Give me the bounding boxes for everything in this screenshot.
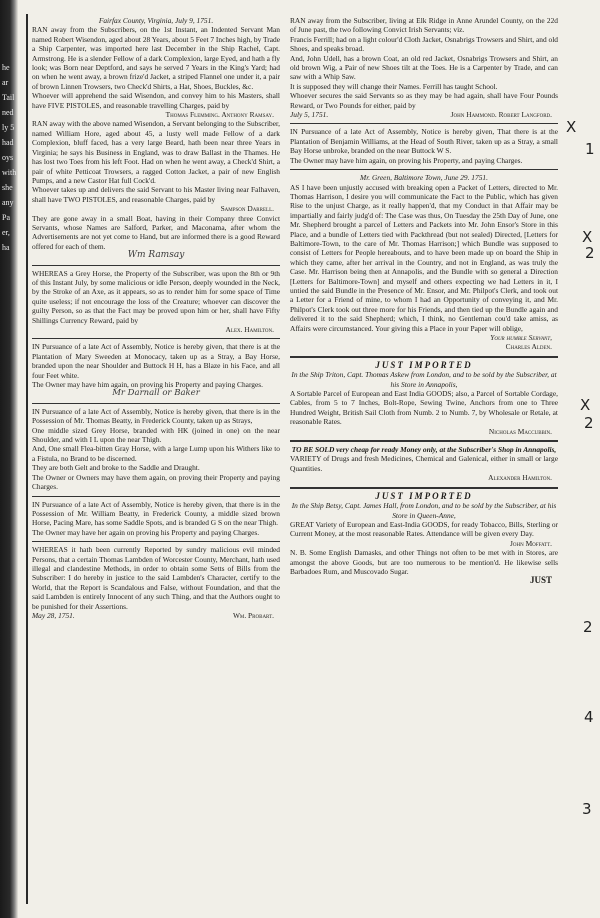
hamilton-drugs-advert <box>290 445 558 483</box>
advert-footer <box>32 611 280 620</box>
advert-body: One middle sized Grey Horse, branded with HK (joined in one) on the near Shoulder, and with I L upon the near Thigh. <box>32 425 280 445</box>
advert-body: RAN away from the Subscribers, on the 1st Instant, an Indented Servant Man named Robert Wisendon, aged about 28 Years, about 5 Feet 7 Inches high, by Trade a Ship Carpenter, was imported here last December in the Ship Rachel, Capt. Armstrong. He is a slender Fellow of a dark Complexion, large Eyed, and hath a fly look; was Born near Deptford, and says he served 7 Years in the King's Yard; had on when he went away, a brown frize'd Jacket, a striped Flannel one under it, a pair of brown Linnen Trowsers, two Check'd Shirts, a Hat, Shoes, Buckles, &c. <box>32 25 280 91</box>
advert-body: WHEREAS it hath been currently Reported by sundry malicious evil minded Persons, that a certain Thomas Lambden of Worcester County, Merchant, hath used illegal and clandestine Methods, in order to obtain some Setts of Bills from the Subscriber: I do hereby in justice to the said Lambden's Character, certify to the World, that the Report is Scandalous and False, without Foundation, and that the said Lambden is entirely Innocent of any such Thing, and that the Authors ought to be punished for their Assertions. <box>32 545 280 611</box>
margin-fragment: Tail <box>2 93 15 102</box>
advert-body: The Owner may have him again, on proving his Property and paying Charges. <box>32 380 263 390</box>
handwritten-mark: 2 <box>583 618 593 636</box>
advert-body: The Owner may have him again, on proving his Property, and paying Charges. <box>290 155 523 165</box>
divider <box>290 123 558 124</box>
advert-body: Francis Ferrill; had on a light colour'd Cloth Jacket, Osnabrigs Trowsers and Shirt, and old Shoes, and speaks broad. <box>290 34 558 54</box>
handwritten-mark: 2 <box>584 414 594 432</box>
advert-heading: JUST IMPORTED <box>375 490 473 501</box>
advert-body: The Owner or Owners may have them again, on proving their Property and paying Charges. <box>32 472 280 492</box>
runaway-advert-wisendon <box>32 16 280 261</box>
advert-note: They are gone away in a small Boat, having in their Company three Convict Servants, whose Names are Salford, Parker, and Maconama, after whom the Advertisements are not yet come to Hand, but are informed there is a good Reward offered for each of them. <box>32 213 280 251</box>
advert-reward: Whoever will apprehend the said Wisendon, and convey him to his Masters, shall have FIVE PISTOLES, and reasonable travelling Charges, paid by <box>32 91 280 110</box>
advert-note: N. B. Some English Damasks, and other Things not often to be met with in Stores, are amongst the above Goods, but are too numerous to be mention'd. He likewise sells Barbadoes Rum, and Muscovado Sugar. <box>290 548 558 576</box>
margin-fragment: ned <box>2 108 14 117</box>
divider <box>32 338 280 339</box>
handwritten-mark: 3 <box>582 800 592 818</box>
advert-reward: Whoever takes up and delivers the said Servant to his Master living near Falhaven, shall have TWO PISTOLES, and reasonable Charges, paid by <box>32 185 280 204</box>
advert-body: IN Pursuance of a late Act of Assembly, Notice is hereby given, that there is in the Possession of Mr. William Beatty, in Frederick County, a middle sized brown Horse, Pacing Mare, has some Saddle Spots, and is branded G S on the near Thigh. <box>32 499 280 528</box>
advert-heading: JUST IMPORTED <box>375 359 473 370</box>
advert-body: They are both Gelt and broke to the Saddle and Draught. <box>32 463 200 473</box>
advert-body: IN Pursuance of a late Act of Assembly, Notice is hereby given, that there is at the Plantation of Mary Sweeden at Monocacy, taken up as a Stray, a Bay Horse, branded upon the near Shoulder and Buttock H H, has a Blaze in his Face, and all four Feet white. <box>32 342 280 380</box>
letter-closing: Your humble Servant, <box>490 333 552 342</box>
margin-fragment: oys <box>2 153 14 162</box>
stray-notice-williams <box>290 127 558 165</box>
divider <box>290 440 558 442</box>
handwritten-mark: 1 <box>585 140 595 158</box>
handwritten-mark: 4 <box>584 708 594 726</box>
handwritten-mark: X <box>580 396 591 414</box>
advert-body: GREAT Variety of European and East-India GOODS, for ready Tobacco, Bills, Sterling or Current Money, at the most reasonable Rates. Attendance will be given every Day. <box>290 519 558 539</box>
advert-signature: Nicholas Maccubbin. <box>488 426 552 436</box>
advert-signature: Thomas Flemming. Anthony Ramsay. <box>165 110 274 120</box>
handwritten-mark: 2 <box>585 244 595 262</box>
advert-signature: Sampson Darrell. <box>220 204 274 214</box>
divider <box>32 496 280 497</box>
advert-body: IN Pursuance of a late Act of Assembly, Notice is hereby given, That there is at the Plantation of Benjamin Williams, at the Head of South River, taken up as a Stray, a small Bay Horse unbroke, branded on the near Buttock W S. <box>290 127 558 156</box>
advert-body: And, John Udell, has a brown Coat, an old red Jacket, Osnabrigs Trowsers and Shirt, an old brown Wig, a Pair of new Shoes tilt at the Toes. He is a Carpenter by Trade, and can saw with a Whip Saw. <box>290 53 558 82</box>
letter-body: AS I have been unjustly accused with breaking open a Packet of Letters, directed to Mr. Thomas Harrison, I desire you will communicate the Fact to the Public, which has given Rise to the unjust Charge, as it really happen'd, that my Conduct in that Affair may be impartially and fairly judg'd of: The Case was thus, On Tuesday the 25th Day of June, one Mr. Shepherd brought a parcel of Letters and Packets into Mr. John Ensor's Store in this Place, and a bundle of Letters tied with Packthread (but not sealed) Directed, [Letters for Baltimore-Town, to the care of Mr. Thomas Harrison;] which Bundle was supposed to consist of Letters for People hereabouts, and to have been made up on board the Ship in which they came, after her arrival in the Country, and not in England, as was truly the Case. Mr. Harrison being then at Annapolis, and the Bundle with so general a Direction [Letters for Baltimore-Town] and myself and others expecting we had Letters in it, I untied the said Bundle in the Presence of Mr. Ensor, and Mr. Philpot's Clerk, and took out a Letter for a Friend of mine, to whom I had an Opportunity of conveying it, and Mr. Philpot's Clerk took out three more for his Friends, and then tied up the Bundle again and delivered it to the said Shepherd; which, I think, no Gentleman cou'd take amiss, as Affairs were circumstanced. Your giving this a Place in your Paper will oblige, <box>290 182 558 333</box>
handwritten-mark: X <box>582 228 593 246</box>
advert-date: May 28, 1751. <box>32 610 75 620</box>
left-column <box>32 16 280 624</box>
handwritten-note: Mr Darnall or Baker <box>112 388 200 399</box>
margin-fragment: had <box>2 138 14 147</box>
advert-body: And, One small Flea-bitten Gray Horse, with a large Lump upon his Withers like to a Fistula, no Brand to be discerned. <box>32 444 280 463</box>
advert-signature: John Hammond. Robert Langford. <box>450 110 552 120</box>
runaway-advert-ferrill-udell <box>290 16 558 119</box>
margin-fragment: ar <box>2 78 9 87</box>
margin-fragment: ly 5 <box>2 123 15 132</box>
grey-horse-advert <box>32 269 280 335</box>
advert-body: RAN away with the above named Wisendon, a Servant belonging to the Subscriber, named William Hore, aged about 45, a lusty well made Fellow of a dark Complexion, bluff faced, has a very large Beard, hath been near three Years in Virginia; he says his Business in England, was to draw Ballast in the Thames. He has lost two Toes from his left Foot. Had on when he went away, a Check'd Shirt, a pair of white Petticoat Trowsers, a ragged Cotton Jacket, a pair of new English Pumps, and a new Castor Hat full Cock'd. <box>32 119 280 185</box>
advert-body: A Sortable Parcel of European and East India GOODS; also, a Parcel of Sortable Cordage, Cables, from 5 to 7 Inches, Bolt-Rope, Sewing Twine, Anchors from one to Three Hundred Weight, British Sail Cloth from Numb. 2 to Numb. 7, by Wholesale or Retale, at reasonable Rates. <box>290 389 558 427</box>
advert-body: IN Pursuance of a late Act of Assembly, Notice is hereby given, that there is in the Possession of Mr. Thomas Beatty, in Frederick County, taken up as Strays, <box>32 406 280 426</box>
advert-body: WHEREAS a Grey Horse, the Property of the Subscriber, was upon the 8th or 9th of this Instant July, by some malicious or idle Person, deeply wounded in the Neck, by the Stroke of an Axe, as it appears, so as to render him for some space of Time quite useless; if not encourage the loss of the Creature; whoever can discover the guilty Person, so as that the Fact may be proved upon him or her, shall have Fifty Shillings Currency Reward, paid by <box>32 268 280 325</box>
handwritten-note: Wm Ramsay <box>127 250 185 261</box>
divider <box>290 169 558 170</box>
stray-notice-sweeden <box>32 342 280 398</box>
advert-reward: Whoever secures the said Servants so as they may be had again, shall have Four Pounds Reward, or Two Pounds for either, paid by <box>290 91 558 110</box>
advert-heading: TO BE SOLD very cheap for ready Money only, at the Subscriber's Shop in Annapolis, <box>291 445 557 455</box>
advert-body: VARIETY of Drugs and fresh Medicines, Chemical and Galenical, either in small or large Quantities. <box>290 454 558 473</box>
advert-body: The Owner may have her again on proving his Property and paying Charges. <box>32 527 260 537</box>
stray-notice-thomas-beatty <box>32 407 280 492</box>
margin-fragment: Pa <box>2 213 10 222</box>
dateline: Mr. Green, Baltimore Town, June 29. 1751. <box>360 173 488 183</box>
divider <box>32 265 280 266</box>
margin-fragment: any <box>2 198 14 207</box>
advert-footer <box>290 110 558 119</box>
divider <box>32 403 280 404</box>
margin-fragment: ha <box>2 243 10 252</box>
margin-fragment: with <box>2 168 17 177</box>
dateline: Fairfax County, Virginia, July 9, 1751. <box>98 16 214 25</box>
handwritten-mark: X <box>566 118 577 136</box>
right-column <box>290 16 558 590</box>
advert-signature: Wm. Probart. <box>232 610 274 620</box>
stray-notice-william-beatty <box>32 500 280 538</box>
margin-fragments <box>2 60 16 440</box>
lambden-notice <box>32 545 280 620</box>
moffatt-import-advert <box>290 492 558 586</box>
divider <box>290 356 558 358</box>
advert-body: RAN away from the Subscriber, living at Elk Ridge in Anne Arundel County, on the 22d of June past, the two following Convict Irish Servants; viz. <box>290 16 558 35</box>
column-rule <box>26 14 28 904</box>
divider <box>290 487 558 489</box>
advert-signature: John Moffatt. <box>510 538 552 548</box>
divider <box>32 541 280 542</box>
advert-signature: Alex. Hamilton. <box>225 325 274 334</box>
advert-subheading: In the Ship Betsy, Capt. James Hall, from London, and to be sold by the Subscriber, at his Store in Queen-Anne, <box>291 501 557 520</box>
margin-fragment: he <box>2 63 10 72</box>
letter-signature: Charles Alden. <box>505 342 552 352</box>
letter-to-mr-green <box>290 173 558 352</box>
advert-date: July 5, 1751. <box>290 110 329 120</box>
margin-fragment: she <box>2 183 13 192</box>
margin-fragment: er, <box>2 228 10 237</box>
advert-body: It is supposed they will change their Names. Ferrill has taught School. <box>290 81 498 91</box>
advert-subheading: In the Ship Triton, Capt. Thomas Askew from London, and to be sold by the Subscriber, at his Store in Annapolis, <box>291 370 557 389</box>
advert-signature: Alexander Hamilton. <box>488 473 552 483</box>
maccubbin-import-advert <box>290 361 558 436</box>
continued-text: JUST <box>529 575 552 586</box>
